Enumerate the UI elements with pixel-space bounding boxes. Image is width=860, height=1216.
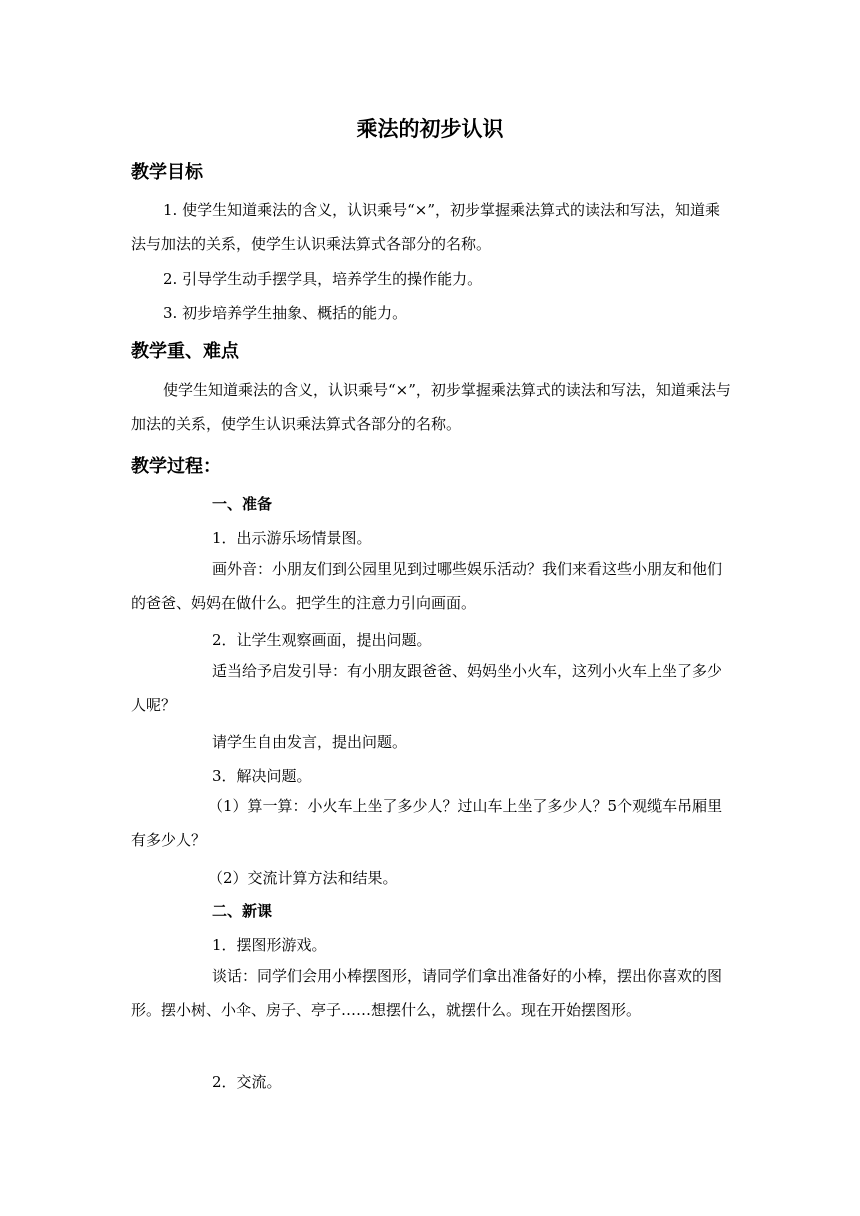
process-line-4: 3．解决问题。: [212, 767, 312, 785]
objective-item-1: 1. 使学生知道乘法的含义，认识乘号“×”，初步掌握乘法算式的读法和写法，知道乘法与加法的关系，使学生认识乘法算式各部分的名称。: [131, 201, 720, 253]
objective-item-2: 2. 引导学生动手摆学具，培养学生的操作能力。: [163, 270, 483, 288]
process-para-voiceover: 画外音：小朋友们到公园里见到过哪些娱乐活动？我们来看这些小朋友和他们的爸爸、妈妈在做什么。把学生的注意力引向画面。: [131, 560, 723, 612]
part-title-new-lesson: 二、新课: [212, 902, 273, 920]
heading-key-points: 教学重、难点: [131, 341, 239, 362]
process-line-7: 2．交流。: [212, 1073, 282, 1091]
process-para-talk: 谈话：同学们会用小棒摆图形，请同学们拿出准备好的小棒，摆出你喜欢的图形。摆小树、小伞、房子、亭子……想摆什么，就摆什么。现在开始摆图形。: [131, 967, 723, 1019]
objective-item-3: 3. 初步培养学生抽象、概括的能力。: [163, 304, 408, 322]
process-para-guidance: 适当给予启发引导：有小朋友跟爸爸、妈妈坐小火车，这列小火车上坐了多少人呢？: [131, 662, 723, 714]
key-points-text: 使学生知道乘法的含义，认识乘号“×”，初步掌握乘法算式的读法和写法，知道乘法与加法的关系，使学生认识乘法算式各部分的名称。: [131, 381, 731, 433]
part-title-preparation: 一、准备: [212, 495, 273, 513]
heading-process: 教学过程：: [131, 456, 221, 477]
process-line-5: （2）交流计算方法和结果。: [208, 869, 398, 887]
process-line-6: 1．摆图形游戏。: [212, 936, 327, 954]
process-line-3: 请学生自由发言，提出问题。: [212, 733, 408, 751]
page-title: 乘法的初步认识: [356, 117, 504, 141]
process-line-2: 2．让学生观察画面，提出问题。: [212, 631, 432, 649]
process-para-calc: （1）算一算：小火车上坐了多少人？过山车上坐了多少人？5个观缆车吊厢里有多少人？: [131, 797, 723, 849]
heading-objectives: 教学目标: [131, 162, 203, 183]
process-line-1: 1．出示游乐场情景图。: [212, 529, 372, 547]
